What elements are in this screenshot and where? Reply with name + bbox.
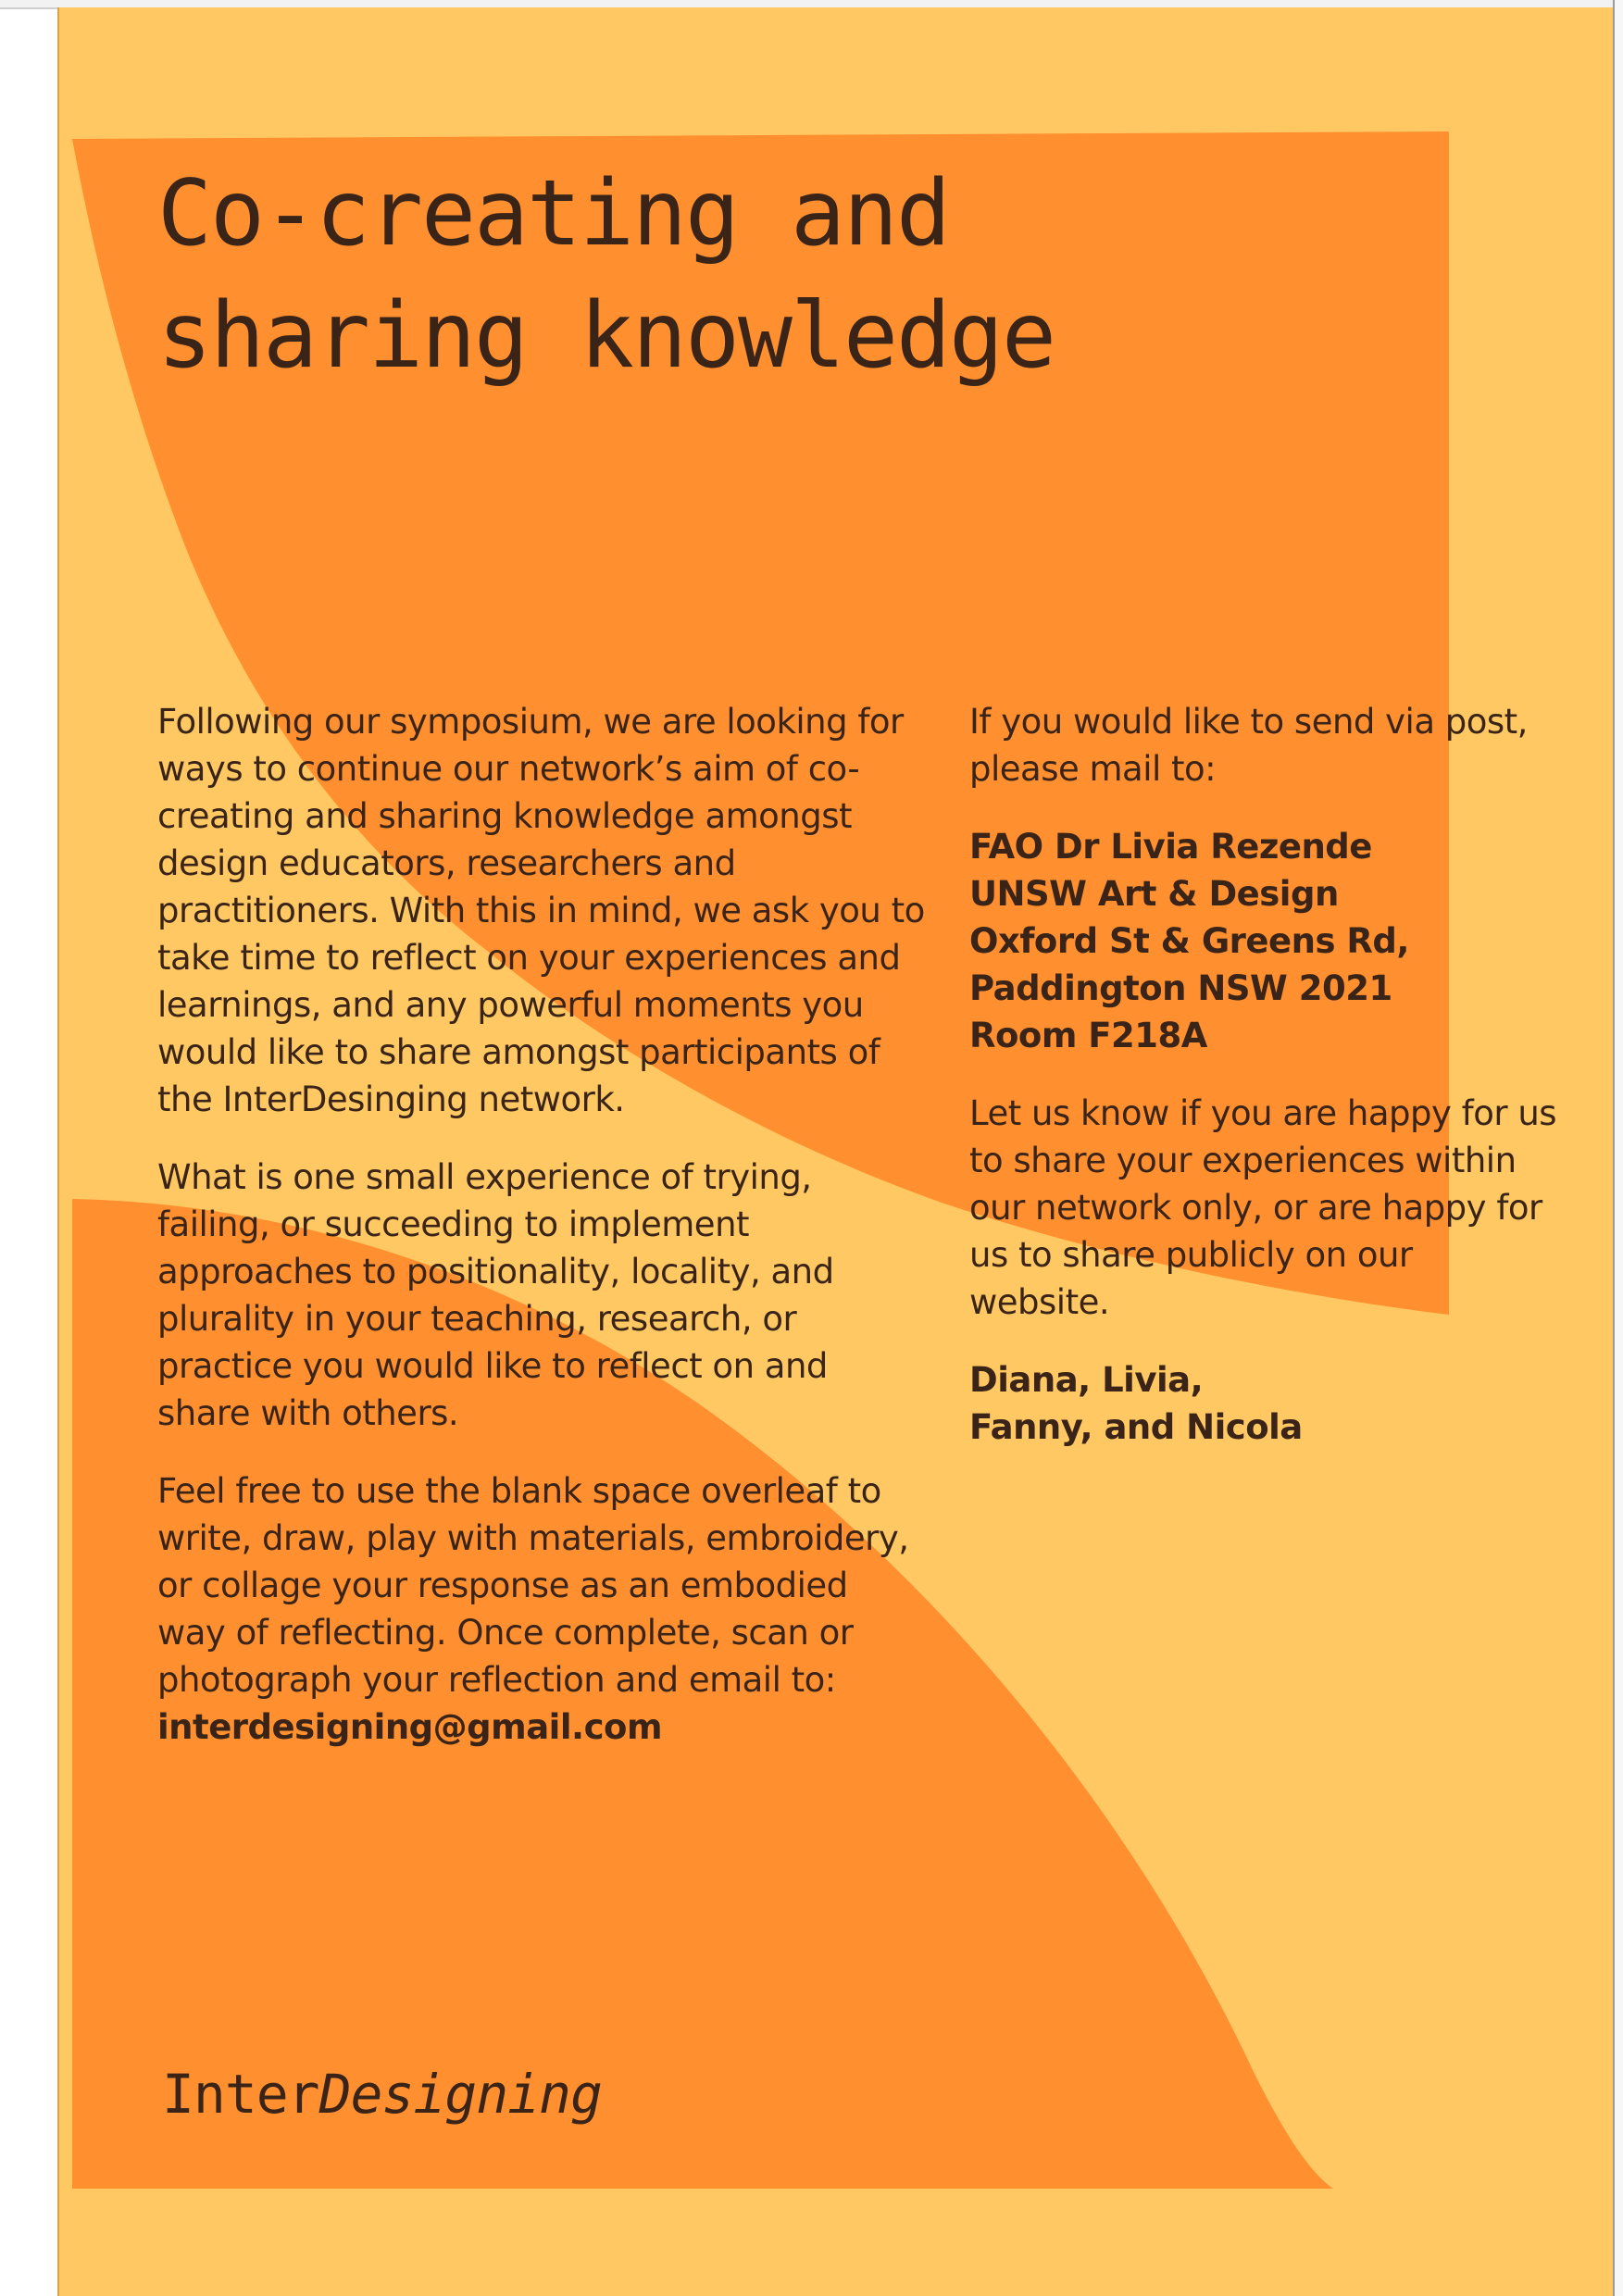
contact-email-link[interactable]: interdesigning@gmail.com (157, 1707, 663, 1747)
title-line-2: sharing knowledge (157, 283, 1055, 389)
address-line-4: Paddington NSW 2021 (969, 968, 1392, 1008)
instructions-text: Feel free to use the blank space overleaf to write, draw, play with materials, embroidery, or collage your response as an embodied way of reflecting. Once complete, scan or photograph your reflection and email to: (157, 1471, 909, 1700)
logo-italic-part: Designing (318, 2063, 602, 2126)
instructions-paragraph (157, 1467, 926, 1751)
right-text-column (969, 698, 1562, 1481)
left-text-column (157, 698, 926, 1781)
address-line-1: FAO Dr Livia Rezende (969, 827, 1372, 867)
signature-line-1: Diana, Livia, (969, 1360, 1204, 1400)
page-title (157, 153, 1268, 397)
scan-right-edge (1613, 0, 1623, 2296)
logo-regular-part: Inter (162, 2063, 319, 2126)
address-line-3: Oxford St & Greens Rd, (969, 921, 1409, 961)
signature-line-2: Fanny, and Nicola (969, 1407, 1303, 1447)
consent-paragraph: Let us know if you are happy for us to share your experiences within our network only, or are happy for us to share publicly on our website. (969, 1093, 1557, 1322)
mailing-address (969, 823, 1562, 1059)
post-intro-paragraph: If you would like to send via post, please mail to: (969, 702, 1528, 789)
interdesigning-logo (162, 2063, 602, 2126)
address-line-5: Room F218A (969, 1016, 1207, 1055)
intro-paragraph: Following our symposium, we are looking for ways to continue our network’s aim of co-creating and sharing knowledge amongst design educators, researchers and practitioners. With this in mind, we ask you to take time to reflect on your experiences and learnings, and any powerful moments you would like to share amongst participants of the InterDesinging network. (157, 702, 925, 1119)
prompt-paragraph: What is one small experience of trying, failing, or succeeding to implement approaches to positionality, locality, and plurality in your teaching, research, or practice you would like to reflect on and share with others. (157, 1157, 834, 1433)
signature (969, 1356, 1562, 1451)
address-line-2: UNSW Art & Design (969, 874, 1339, 914)
title-line-1: Co-creating and (157, 161, 950, 267)
